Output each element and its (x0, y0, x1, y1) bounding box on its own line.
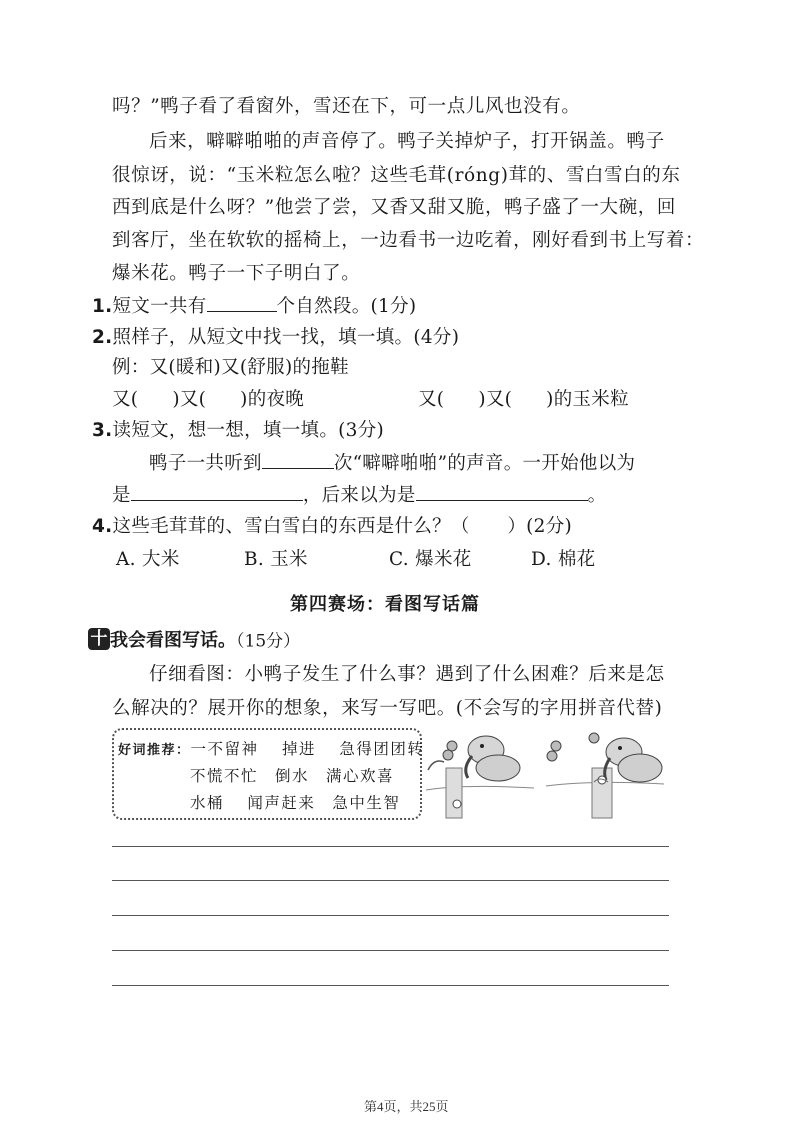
question-number: 1. (92, 296, 113, 317)
duckling (453, 800, 461, 808)
text: 。 (587, 485, 607, 506)
writing-line-1[interactable] (112, 846, 669, 847)
question-text: 照样子，从短文中找一找，填一填。(4分) (112, 327, 460, 348)
task-score: （15分） (236, 631, 301, 652)
writing-line-5[interactable] (112, 985, 669, 986)
question-text: 短文一共有 (112, 296, 207, 317)
question-number: 2. (92, 327, 113, 348)
pit (446, 768, 462, 818)
writing-line-4[interactable] (112, 950, 669, 951)
question-text: 个自然段。(1分) (276, 296, 417, 317)
word-row-2: 不慌不忙 倒水 满心欢喜 (190, 767, 395, 785)
task-header (88, 626, 300, 652)
answer-blank[interactable] (131, 482, 303, 501)
option-c[interactable]: C. 爆米花 (389, 549, 472, 570)
story-line-6: 爆米花。鸭子一下子明白了。 (112, 263, 361, 284)
panel-2-scene (546, 733, 664, 818)
text: )又( (478, 389, 513, 410)
word-list: 一不留神 掉进 急得团团转 (190, 740, 425, 758)
option-d[interactable]: D. 棉花 (531, 549, 596, 570)
text: )的夜晚 (240, 389, 305, 410)
question-4 (92, 512, 572, 538)
task-number-badge: 十 (88, 628, 110, 650)
answer-blank[interactable] (262, 450, 334, 469)
section-title: 第四赛场：看图写话篇 (290, 594, 480, 615)
story-line-4: 西到底是什么呀？”他尝了尝，又香又甜又脆，鸭子盛了一大碗，回 (112, 197, 676, 218)
question-number: 4. (92, 516, 113, 537)
story-line-2: 后来，噼噼啪啪的声音停了。鸭子关掉炉子，打开锅盖。鸭子 (149, 131, 665, 152)
word-row-1 (118, 737, 424, 759)
text: 鸭子一共听到 (149, 453, 262, 474)
text: 次“噼噼啪啪”的声音。一开始他以为 (333, 453, 636, 474)
task-prompt-1: 仔细看图：小鸭子发生了什么事？遇到了什么困难？后来是怎 (149, 664, 665, 685)
story-line-3: 很惊讶，说：“玉米粒怎么啦？这些毛茸(róng)茸的、雪白雪白的东 (112, 165, 681, 186)
task-prompt-2: 么解决的？展开你的想象，来写一写吧。(不会写的字用拼音代替) (112, 698, 663, 719)
writing-line-3[interactable] (112, 915, 669, 916)
elephant-body (476, 755, 520, 781)
story-line-1: 吗？”鸭子看了看窗外，雪还在下，可一点儿风也没有。 (112, 96, 581, 117)
question-number: 3. (92, 420, 113, 441)
fill-corn (418, 385, 629, 411)
word-box-label: 好词推荐： (118, 743, 191, 758)
question-text: 读短文，想一想，填一填。(3分) (112, 420, 385, 441)
illustration (424, 728, 674, 820)
question-3 (92, 416, 384, 442)
text: 又( (418, 389, 445, 410)
page-number: 第4页，共25页 (364, 1099, 449, 1114)
text: )又( (172, 389, 207, 410)
question-2 (92, 323, 459, 349)
option-b[interactable]: B. 玉米 (244, 549, 308, 570)
fill-night (112, 385, 304, 411)
question-text: 这些毛茸茸的、雪白雪白的东西是什么？（ ）(2分) (112, 516, 573, 537)
panel-1-scene (426, 736, 534, 818)
writing-line-2[interactable] (112, 880, 669, 881)
word-row-3: 水桶 闻声赶来 急中生智 (190, 794, 401, 812)
answer-blank[interactable] (416, 482, 588, 501)
text: )的玉米粒 (546, 389, 629, 410)
text: 又( (112, 389, 139, 410)
q3-line-2 (112, 481, 606, 507)
text: 是 (112, 485, 131, 506)
task-title: 我会看图写话。 (110, 630, 236, 651)
answer-blank[interactable] (207, 293, 277, 312)
example-line: 例：又(暖和)又(舒服)的拖鞋 (112, 357, 349, 378)
story-line-5: 到客厅，坐在软软的摇椅上，一边看书一边吃着，刚好看到书上写着： (112, 230, 705, 251)
question-1 (92, 292, 416, 318)
option-a[interactable]: A. 大米 (116, 549, 180, 570)
text: ，后来以为是 (302, 485, 416, 506)
q3-line-1 (149, 449, 635, 475)
